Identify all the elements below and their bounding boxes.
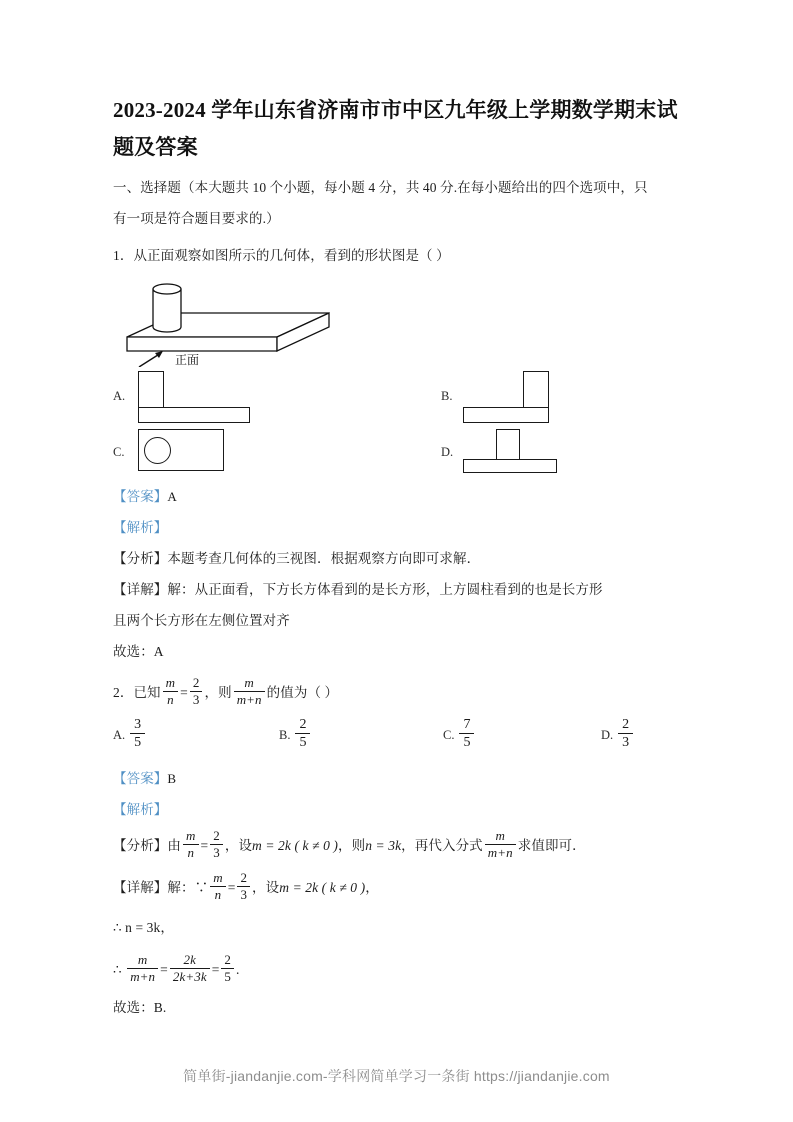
choice-d-vertical-rect — [496, 429, 520, 461]
question-1-analysis-label-line — [113, 512, 681, 543]
question-1-answer-line — [113, 481, 681, 512]
choice-a-label: A. — [113, 389, 126, 403]
detail-equals: = — [227, 880, 236, 895]
question-1-detail-line-2: 且两个长方形在左侧位置对齐 — [113, 613, 290, 628]
detail-frac-m-over-m-plus-n: $\frac{m}{m+n}$ — [127, 953, 158, 984]
question-2-frac-2-over-3: $\frac{2}{3}$ — [190, 676, 203, 707]
cylinder-on-slab-icon — [117, 275, 347, 367]
analysis-text-a8: 求值即可． — [517, 838, 586, 853]
analysis-frac-m-over-n: $\frac{m}{n}$ — [183, 829, 199, 860]
analysis-tag: 【分析】 — [113, 838, 168, 853]
detail-comma: ， — [365, 880, 379, 895]
page-title: 2023-2024 学年山东省济南市市中区九年级上学期数学期末试题及答案 — [113, 98, 678, 159]
analysis-equals: = — [200, 838, 209, 853]
analysis-label: 【解析】 — [113, 802, 168, 817]
detail-set-text: ，设 — [252, 880, 280, 895]
question-2-choice-d[interactable] — [601, 717, 633, 751]
choice-d-fraction: $\frac{2}{3}$ — [618, 717, 633, 751]
detail-equals-2: = — [160, 962, 168, 977]
choice-b-base-bar — [463, 407, 549, 423]
question-1-choice-b[interactable] — [441, 371, 661, 423]
question-2-stem — [113, 673, 681, 713]
front-view-label: 正面 — [175, 353, 200, 367]
detail-equals-3: = — [211, 962, 220, 977]
analysis-text-a1: 由 — [167, 838, 182, 853]
choice-b-fraction: $\frac{2}{5}$ — [295, 717, 310, 751]
question-1-figure — [117, 275, 681, 367]
analysis-text-a3: ，设 — [224, 838, 253, 853]
question-2-choice-b[interactable] — [279, 717, 310, 751]
choice-b-label: B. — [441, 389, 453, 403]
question-1-analysis-text: 本题考查几何体的三视图．根据观察方向即可求解． — [167, 551, 481, 566]
detail-period: . — [236, 962, 240, 977]
choice-b-label: B. — [279, 727, 291, 742]
question-1-choice-a[interactable] — [113, 371, 333, 423]
choice-a-base-bar — [138, 407, 250, 423]
detail-frac-2-over-5: $\frac{2}{5}$ — [221, 953, 234, 984]
question-2-frac-m-over-m-plus-n: $\frac{m}{m+n}$ — [234, 676, 265, 707]
question-2-frac-m-over-n: $\frac{m}{n}$ — [163, 676, 179, 707]
analysis-frac-2-over-3: $\frac{2}{3}$ — [210, 829, 223, 860]
question-1-stem: 1．从正面观察如图所示的几何体，看到的形状图是（ ） — [113, 248, 450, 263]
question-1-choice-d[interactable] — [441, 429, 661, 475]
question-2-conclusion: 故选：B. — [113, 1000, 167, 1015]
analysis-frac-m-over-m-plus-n: $\frac{m}{m+n}$ — [485, 829, 516, 860]
choice-c-label: C. — [113, 445, 125, 459]
question-2-answer-line — [113, 763, 681, 794]
question-1-answer-value: A — [167, 489, 177, 504]
question-2-detail-line-2: ∴ n = 3k， — [113, 920, 174, 935]
question-2-stem-prefix: 2．已知 — [113, 685, 161, 700]
question-2-equals: = — [180, 685, 188, 700]
choice-b-vertical-rect — [523, 371, 549, 409]
question-1-choices — [113, 371, 681, 481]
choice-d-label: D. — [441, 445, 454, 459]
question-1-analysis-line — [113, 543, 681, 574]
question-2-choices — [113, 717, 681, 763]
footer-watermark: 简单街-jiandanjie.com-学科网简单学习一条街 https://jiandanjie.com — [183, 1068, 610, 1084]
question-2-analysis-line — [113, 825, 681, 867]
choice-c-circle — [144, 437, 171, 464]
detail-tag: 【详解】 — [113, 880, 168, 895]
analysis-text-a7: ，再代入分式 — [401, 838, 483, 853]
question-2-detail-line-3 — [113, 947, 681, 993]
question-2-detail-line-1 — [113, 867, 681, 909]
answer-label: 【答案】 — [113, 771, 168, 786]
section-intro-line-2: 有一项是符合题目要求的.） — [113, 211, 280, 226]
detail-frac-2k-over-sum: $\frac{2k}{2k+3k}$ — [170, 953, 210, 984]
detail-frac-2-over-3: $\frac{2}{3}$ — [237, 871, 250, 902]
question-1-conclusion: 故选：A — [113, 644, 164, 659]
question-1-choice-c[interactable] — [113, 429, 333, 475]
detail-lead: 解：∵ — [167, 880, 209, 895]
answer-label: 【答案】 — [113, 489, 168, 504]
choice-a-vertical-rect — [138, 371, 164, 409]
analysis-expr-n-equals-3k: n = 3k — [365, 838, 402, 853]
analysis-text-a5: ，则 — [338, 838, 366, 853]
question-2-answer-value: B — [167, 771, 177, 786]
detail-tag: 【详解】 — [113, 582, 168, 597]
question-2-analysis-label-line — [113, 794, 681, 825]
document-content — [113, 92, 681, 1023]
choice-c-fraction: $\frac{7}{5}$ — [459, 717, 474, 751]
choice-d-label: D. — [601, 727, 614, 742]
analysis-label: 【解析】 — [113, 520, 168, 535]
choice-a-fraction: $\frac{3}{5}$ — [130, 717, 145, 751]
detail-expr-m-equals-2k: m = 2k ( k ≠ 0 ) — [279, 880, 366, 895]
analysis-tag: 【分析】 — [113, 551, 168, 566]
detail-therefore-symbol: ∴ — [113, 962, 122, 977]
section-intro-line-1: 一、选择题（本大题共 10 个小题，每小题 4 分，共 40 分.在每小题给出的四个选项中，只 — [113, 180, 648, 195]
question-1-detail-text-1: 解：从正面看，下方长方体看到的是长方形，上方圆柱看到的也是长方形 — [167, 582, 603, 597]
question-1-detail-line-1 — [113, 574, 681, 605]
question-2-choice-c[interactable] — [443, 717, 474, 751]
choice-a-label: A. — [113, 727, 126, 742]
analysis-expr-m-equals-2k: m = 2k ( k ≠ 0 ) — [252, 838, 339, 853]
choice-d-base-bar — [463, 459, 557, 473]
question-2-stem-suffix: 的值为（ ） — [266, 685, 339, 700]
choice-c-label: C. — [443, 727, 455, 742]
question-2-stem-mid: ，则 — [204, 685, 232, 700]
detail-frac-m-over-n: $\frac{m}{n}$ — [210, 871, 226, 902]
question-2-choice-a[interactable] — [113, 717, 145, 751]
